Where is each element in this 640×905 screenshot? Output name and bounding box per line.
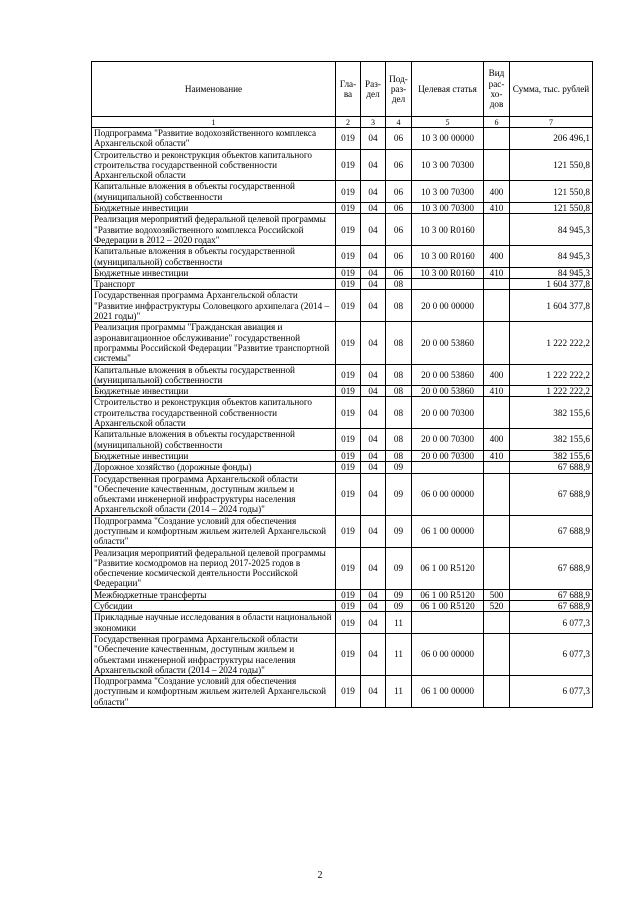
row-chapter: 019 — [336, 547, 361, 589]
table-row — [92, 601, 593, 612]
budget-table — [91, 61, 593, 708]
row-name: Государственная программа Архангельской области "Развитие инфраструктуры Соловецкого архипелага (2014 – 2021 годы)" — [92, 290, 336, 322]
row-amount: 121 550,8 — [510, 203, 593, 214]
row-amount: 121 550,8 — [510, 149, 593, 181]
table-row — [92, 386, 593, 397]
row-name: Бюджетные инвестиции — [92, 450, 336, 461]
row-subsection: 08 — [386, 279, 412, 290]
table-row — [92, 364, 593, 386]
row-section: 04 — [361, 676, 386, 708]
row-expense: 410 — [484, 203, 510, 214]
row-subsection: 09 — [386, 473, 412, 515]
row-expense — [484, 515, 510, 547]
row-chapter: 019 — [336, 633, 361, 675]
row-chapter: 019 — [336, 397, 361, 429]
row-subsection: 06 — [386, 128, 412, 150]
row-expense — [484, 322, 510, 364]
row-chapter: 019 — [336, 450, 361, 461]
row-section: 04 — [361, 515, 386, 547]
row-expense — [484, 547, 510, 589]
row-expense — [484, 676, 510, 708]
column-number: 3 — [361, 117, 386, 128]
row-chapter: 019 — [336, 149, 361, 181]
row-amount: 121 550,8 — [510, 181, 593, 203]
row-section: 04 — [361, 279, 386, 290]
row-expense — [484, 214, 510, 246]
row-name: Транспорт — [92, 279, 336, 290]
row-target: 20 0 00 00000 — [412, 290, 484, 322]
row-subsection: 08 — [386, 397, 412, 429]
table-row — [92, 676, 593, 708]
row-subsection: 09 — [386, 462, 412, 473]
row-amount: 67 688,9 — [510, 473, 593, 515]
column-number-row — [92, 117, 593, 128]
row-amount: 1 222 222,2 — [510, 322, 593, 364]
row-chapter: 019 — [336, 386, 361, 397]
row-expense — [484, 612, 510, 634]
row-section: 04 — [361, 397, 386, 429]
row-target: 06 1 00 R5120 — [412, 589, 484, 600]
row-target: 06 0 00 00000 — [412, 473, 484, 515]
row-subsection: 11 — [386, 633, 412, 675]
row-section: 04 — [361, 149, 386, 181]
row-name: Государственная программа Архангельской области "Обеспечение качественным, доступным жильем и объектами инженерной инфраструктуры населения Архангельской области (2014 – 2024 годы)" — [92, 633, 336, 675]
row-chapter: 019 — [336, 473, 361, 515]
row-section: 04 — [361, 181, 386, 203]
row-target: 06 0 00 00000 — [412, 633, 484, 675]
row-subsection: 06 — [386, 181, 412, 203]
table-row — [92, 214, 593, 246]
table-row — [92, 429, 593, 451]
table-row — [92, 267, 593, 278]
table-row — [92, 246, 593, 268]
row-section: 04 — [361, 267, 386, 278]
row-target — [412, 612, 484, 634]
row-target: 10 3 00 70300 — [412, 149, 484, 181]
row-target: 20 0 00 70300 — [412, 450, 484, 461]
row-name: Бюджетные инвестиции — [92, 267, 336, 278]
row-subsection: 08 — [386, 450, 412, 461]
table-row — [92, 279, 593, 290]
row-chapter: 019 — [336, 290, 361, 322]
row-chapter: 019 — [336, 601, 361, 612]
column-number: 4 — [386, 117, 412, 128]
row-section: 04 — [361, 462, 386, 473]
column-number: 6 — [484, 117, 510, 128]
row-subsection: 08 — [386, 429, 412, 451]
row-expense: 410 — [484, 386, 510, 397]
header-chapter: Гла-ва — [336, 62, 361, 117]
row-section: 04 — [361, 612, 386, 634]
row-amount: 6 077,3 — [510, 633, 593, 675]
row-amount: 84 945,3 — [510, 267, 593, 278]
row-target: 10 3 00 R0160 — [412, 267, 484, 278]
row-target — [412, 462, 484, 473]
row-target: 20 0 00 70300 — [412, 397, 484, 429]
row-chapter: 019 — [336, 515, 361, 547]
row-section: 04 — [361, 473, 386, 515]
row-amount: 67 688,9 — [510, 515, 593, 547]
row-name: Реализация программы "Гражданская авиация и аэронавигационное обслуживание" государственной программы Российской Федерации "Развитие транспортной системы" — [92, 322, 336, 364]
row-subsection: 08 — [386, 322, 412, 364]
row-section: 04 — [361, 633, 386, 675]
row-subsection: 06 — [386, 246, 412, 268]
row-target: 10 3 00 70300 — [412, 203, 484, 214]
row-name: Реализация мероприятий федеральной целевой программы "Развитие космодромов на период 2017-2025 годов в обеспечение космической деятельности Российской Федерации" — [92, 547, 336, 589]
row-amount: 67 688,9 — [510, 547, 593, 589]
row-section: 04 — [361, 214, 386, 246]
row-subsection: 11 — [386, 612, 412, 634]
row-subsection: 09 — [386, 515, 412, 547]
row-subsection: 06 — [386, 214, 412, 246]
row-expense — [484, 397, 510, 429]
row-amount: 1 604 377,8 — [510, 290, 593, 322]
table-row — [92, 515, 593, 547]
row-subsection: 06 — [386, 203, 412, 214]
row-amount: 84 945,3 — [510, 246, 593, 268]
row-chapter: 019 — [336, 589, 361, 600]
row-subsection: 08 — [386, 290, 412, 322]
row-expense: 500 — [484, 589, 510, 600]
row-name: Капитальные вложения в объекты государственной (муниципальной) собственности — [92, 364, 336, 386]
row-name: Реализация мероприятий федеральной целевой программы "Развитие водохозяйственного комплекса Российской Федерации в 2012 – 2020 годах" — [92, 214, 336, 246]
row-target: 06 1 00 R5120 — [412, 547, 484, 589]
row-target: 06 1 00 00000 — [412, 515, 484, 547]
row-target: 20 0 00 53860 — [412, 322, 484, 364]
column-number: 1 — [92, 117, 336, 128]
row-subsection: 08 — [386, 364, 412, 386]
row-section: 04 — [361, 547, 386, 589]
row-chapter: 019 — [336, 322, 361, 364]
row-chapter: 019 — [336, 612, 361, 634]
table-row — [92, 149, 593, 181]
header-name: Наименование — [92, 62, 336, 117]
row-subsection: 09 — [386, 601, 412, 612]
table-row — [92, 473, 593, 515]
row-expense — [484, 149, 510, 181]
row-chapter: 019 — [336, 364, 361, 386]
row-expense: 520 — [484, 601, 510, 612]
row-chapter: 019 — [336, 267, 361, 278]
row-section: 04 — [361, 601, 386, 612]
row-chapter: 019 — [336, 676, 361, 708]
row-target — [412, 279, 484, 290]
row-amount: 6 077,3 — [510, 612, 593, 634]
table-body — [92, 128, 593, 708]
row-chapter: 019 — [336, 246, 361, 268]
row-subsection: 09 — [386, 589, 412, 600]
row-target: 10 3 00 R0160 — [412, 246, 484, 268]
row-name: Подпрограмма "Развитие водохозяйственного комплекса Архангельской области" — [92, 128, 336, 150]
row-chapter: 019 — [336, 203, 361, 214]
table-row — [92, 322, 593, 364]
table-row — [92, 462, 593, 473]
table-row — [92, 612, 593, 634]
row-expense: 400 — [484, 429, 510, 451]
row-name: Подпрограмма "Создание условий для обеспечения доступным и комфортным жильем жителей Архангельской области" — [92, 676, 336, 708]
row-section: 04 — [361, 364, 386, 386]
row-chapter: 019 — [336, 462, 361, 473]
row-name: Межбюджетные трансферты — [92, 589, 336, 600]
row-amount: 1 222 222,2 — [510, 364, 593, 386]
column-number: 5 — [412, 117, 484, 128]
row-section: 04 — [361, 322, 386, 364]
row-amount: 382 155,6 — [510, 429, 593, 451]
row-name: Государственная программа Архангельской области "Обеспечение качественным, доступным жильем и объектами инженерной инфраструктуры населения Архангельской области (2014 – 2024 годы)" — [92, 473, 336, 515]
row-expense — [484, 279, 510, 290]
column-number: 7 — [510, 117, 593, 128]
table-row — [92, 397, 593, 429]
row-chapter: 019 — [336, 429, 361, 451]
row-expense — [484, 633, 510, 675]
header-expense: Вид рас-хо-дов — [484, 62, 510, 117]
row-name: Субсидии — [92, 601, 336, 612]
row-subsection: 08 — [386, 386, 412, 397]
row-name: Бюджетные инвестиции — [92, 386, 336, 397]
row-expense: 410 — [484, 267, 510, 278]
row-name: Строительство и реконструкция объектов капитального строительства государственной собственности Архангельской области — [92, 397, 336, 429]
row-expense: 400 — [484, 181, 510, 203]
table-row — [92, 128, 593, 150]
row-chapter: 019 — [336, 181, 361, 203]
row-amount: 67 688,9 — [510, 462, 593, 473]
row-amount: 84 945,3 — [510, 214, 593, 246]
row-name: Подпрограмма "Создание условий для обеспечения доступным и комфортным жильем жителей Архангельской области" — [92, 515, 336, 547]
row-name: Бюджетные инвестиции — [92, 203, 336, 214]
row-chapter: 019 — [336, 128, 361, 150]
row-name: Прикладные научные исследования в области национальной экономики — [92, 612, 336, 634]
row-expense — [484, 462, 510, 473]
row-section: 04 — [361, 429, 386, 451]
header-target: Целевая статья — [412, 62, 484, 117]
table-row — [92, 547, 593, 589]
table-row — [92, 633, 593, 675]
table-row — [92, 203, 593, 214]
row-expense: 410 — [484, 450, 510, 461]
page-number: 2 — [317, 870, 323, 881]
row-chapter: 019 — [336, 214, 361, 246]
row-section: 04 — [361, 450, 386, 461]
row-expense: 400 — [484, 364, 510, 386]
row-target: 10 3 00 00000 — [412, 128, 484, 150]
row-target: 06 1 00 R5120 — [412, 601, 484, 612]
row-name: Капитальные вложения в объекты государственной (муниципальной) собственности — [92, 246, 336, 268]
row-target: 20 0 00 53860 — [412, 364, 484, 386]
table-row — [92, 589, 593, 600]
row-amount: 382 155,6 — [510, 450, 593, 461]
row-amount: 67 688,9 — [510, 589, 593, 600]
row-section: 04 — [361, 386, 386, 397]
row-section: 04 — [361, 290, 386, 322]
row-amount: 206 496,1 — [510, 128, 593, 150]
row-section: 04 — [361, 128, 386, 150]
row-section: 04 — [361, 589, 386, 600]
row-name: Капитальные вложения в объекты государственной (муниципальной) собственности — [92, 181, 336, 203]
row-subsection: 11 — [386, 676, 412, 708]
row-target: 10 3 00 70300 — [412, 181, 484, 203]
row-subsection: 06 — [386, 149, 412, 181]
row-target: 20 0 00 53860 — [412, 386, 484, 397]
row-target: 06 1 00 00000 — [412, 676, 484, 708]
table-header-row — [92, 62, 593, 117]
row-name: Строительство и реконструкция объектов капитального строительства государственной собственности Архангельской области — [92, 149, 336, 181]
row-expense — [484, 128, 510, 150]
row-chapter: 019 — [336, 279, 361, 290]
row-expense — [484, 473, 510, 515]
table-row — [92, 450, 593, 461]
row-subsection: 09 — [386, 547, 412, 589]
row-target: 20 0 00 70300 — [412, 429, 484, 451]
row-section: 04 — [361, 246, 386, 268]
row-target: 10 3 00 R0160 — [412, 214, 484, 246]
row-name: Капитальные вложения в объекты государственной (муниципальной) собственности — [92, 429, 336, 451]
table-row — [92, 290, 593, 322]
row-name: Дорожное хозяйство (дорожные фонды) — [92, 462, 336, 473]
row-expense: 400 — [484, 246, 510, 268]
row-section: 04 — [361, 203, 386, 214]
header-section: Раз-дел — [361, 62, 386, 117]
row-subsection: 06 — [386, 267, 412, 278]
header-subsection: Под-раз-дел — [386, 62, 412, 117]
row-amount: 1 604 377,8 — [510, 279, 593, 290]
row-amount: 382 155,6 — [510, 397, 593, 429]
row-expense — [484, 290, 510, 322]
row-amount: 6 077,3 — [510, 676, 593, 708]
row-amount: 1 222 222,2 — [510, 386, 593, 397]
header-amount: Сумма, тыс. рублей — [510, 62, 593, 117]
column-number: 2 — [336, 117, 361, 128]
table-row — [92, 181, 593, 203]
row-amount: 67 688,9 — [510, 601, 593, 612]
